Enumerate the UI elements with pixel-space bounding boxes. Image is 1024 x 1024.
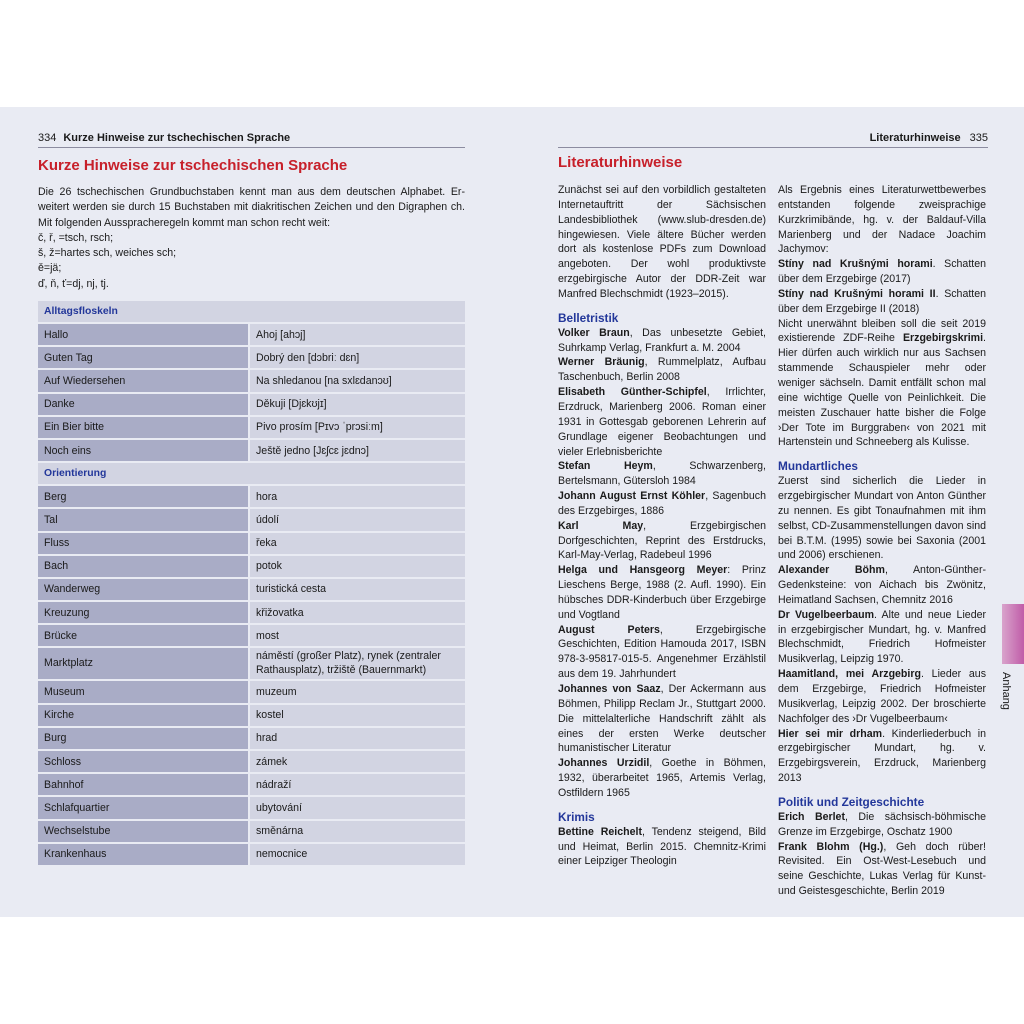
paragraph <box>778 317 986 451</box>
entry-author: Bettine Reichelt <box>558 825 642 838</box>
entry-details: . Lieder aus dem Erzgebirge, Friedrich Hofmeister Musikverlag, Leipzig 2002. Der broschierte Nachfolger des ›Dr Vugelbeerbaum‹ <box>778 668 986 725</box>
table-row <box>38 625 465 648</box>
side-tab-text: Anhang <box>1000 672 1012 710</box>
german-term: Wanderweg <box>38 579 250 602</box>
table-row <box>38 797 465 820</box>
czech-term: nemocnice <box>250 844 465 867</box>
bibliography-entry <box>778 563 986 608</box>
czech-term: Ještě jedno [Jɛʃcɛ jɛdnɔ] <box>250 440 465 463</box>
vocabulary-table <box>38 301 465 867</box>
right-page-number: 335 <box>969 132 988 144</box>
czech-term: Na shledanou [na sxlɛdanɔʊ] <box>250 370 465 393</box>
entry-author: Johannes Urzidil <box>558 757 650 770</box>
bibliography-entry <box>778 257 986 287</box>
german-term: Noch eins <box>38 440 250 463</box>
entry-author: August Peters <box>558 623 660 636</box>
bibliography-entry <box>778 840 986 899</box>
czech-term: turistická cesta <box>250 579 465 602</box>
entry-details: , Rummelplatz, Aufbau Taschenbuch, Berlin 2008 <box>558 356 766 384</box>
entry-details: . Alte und neue Lieder in erzgebirgischer Mundart, hg. v. Manfred Blechschmidt, Friedrich Hofmeister Musikverlag, Leipzig 1970. <box>778 608 987 666</box>
table-row <box>38 728 465 751</box>
german-term: Museum <box>38 681 250 704</box>
czech-term: Ahoj [ahɔj] <box>250 324 465 347</box>
german-term: Kirche <box>38 705 250 728</box>
table-row <box>38 648 465 681</box>
entry-details: , Geh doch rüber! Revisited. Ein Ost-West-Lesebuch und seine Geschichte, Lukas Verlag für Kunst- und Geistesgeschichte, Berlin 2019 <box>778 840 986 898</box>
entry-details: , Goethe in Böhmen, 1932, überarbeitet 1965, Artemis Verlag, Ostfildern 1965 <box>558 757 766 799</box>
entry-details: , Irrlichter, Erzdruck, Marienberg 2006. Roman einer 1931 in Gottesgab geborenen Lehrerin auf Grundlage eigener Beobachtungen und vieler Erlebnisberichte <box>558 386 766 458</box>
entry-details: , Erzgebirgischen Dorfgeschichten, Reprint des Erstdrucks, Karl-May-Verlag, Radebeul 1996 <box>558 519 766 562</box>
paragraph <box>558 183 766 302</box>
bibliography-entry <box>558 355 766 385</box>
left-running-head-text: Kurze Hinweise zur tschechischen Sprache <box>63 132 291 144</box>
czech-term: nádraží <box>250 774 465 797</box>
intro-line: š, ž=hartes sch, weiches sch; <box>38 247 177 260</box>
entry-author: Elisabeth Günther-Schipfel <box>558 386 707 399</box>
bibliography-entry <box>558 682 766 756</box>
entry-author: Stíny nad Krušnými horami <box>778 258 933 271</box>
entry-details: , Schwarzenberg, Bertelsmann, Gütersloh 1984 <box>558 460 766 488</box>
czech-term: náměstí (großer Platz), rynek (zentraler Rathausplatz), tržiště (Bauernmarkt) <box>250 648 465 681</box>
entry-details: , Tendenz steigend, Bild und Heimat, Berlin 2015. Chemnitz-Krimi einer Leipziger Theologin <box>558 825 766 868</box>
entry-details: . Schatten über dem Erzgebirge II (2018) <box>778 287 987 315</box>
czech-term: hora <box>250 486 465 509</box>
table-row <box>38 417 465 440</box>
paragraph-text-tail: . Hier dürfen auch wirklich nur aus Sachsen stammende Schauspieler mehr oder weniger sächseln. Damit entfällt schon mal eine wichtige Quelle von Peinlichkeit. Die meisten Zuschauer hatte bisher die Folge ›Der Tote im Burggraben‹ von 2021 mit Hartenstein und Schneeberg als Kulisse. <box>778 332 986 449</box>
german-term: Schlafquartier <box>38 797 250 820</box>
table-row <box>38 324 465 347</box>
table-row <box>38 751 465 774</box>
section-heading: Orientierung <box>38 463 465 486</box>
german-term: Danke <box>38 394 250 417</box>
german-term: Berg <box>38 486 250 509</box>
entry-author: Johann August Ernst Köhler <box>558 490 706 503</box>
german-term: Guten Tag <box>38 347 250 370</box>
german-term: Wechselstube <box>38 821 250 844</box>
entry-details: . Kinderliederbuch in erzgebirgischer Mundart, hg. v. Erzgebirgsverein, Erzdruck, Marienberg 2013 <box>778 727 986 785</box>
czech-term: ubytování <box>250 797 465 820</box>
czech-term: Pivo prosím [Pɪvɔ ˈprɔsiːm] <box>250 417 465 440</box>
czech-term: hrad <box>250 728 465 751</box>
czech-term: most <box>250 625 465 648</box>
paragraph-text: Nicht unerwähnt bleiben soll die seit 2019 existierende ZDF-Reihe <box>778 317 986 345</box>
german-term: Tal <box>38 509 250 532</box>
german-term: Ein Bier bitte <box>38 417 250 440</box>
intro-text <box>38 185 465 292</box>
german-term: Bahnhof <box>38 774 250 797</box>
bibliography-entry <box>558 563 766 622</box>
table-row <box>38 394 465 417</box>
table-row <box>38 821 465 844</box>
entry-details: , Sagenbuch des Erzgebirges, 1886 <box>558 490 766 517</box>
literature-column-2 <box>778 183 986 899</box>
table-row <box>38 486 465 509</box>
entry-author: Alexander Böhm <box>778 564 885 577</box>
bibliography-entry <box>778 667 986 726</box>
bibliography-entry <box>558 623 766 682</box>
subsection-heading: Krimis <box>558 809 595 824</box>
entry-author: Stíny nad Krušnými horami II <box>778 287 936 300</box>
czech-term: kostel <box>250 705 465 728</box>
czech-term: muzeum <box>250 681 465 704</box>
book-spread <box>0 107 1024 917</box>
entry-details: . Schatten über dem Erzgebirge (2017) <box>778 258 986 286</box>
table-row <box>38 440 465 463</box>
bibliography-entry <box>778 608 986 667</box>
german-term: Schloss <box>38 751 250 774</box>
intro-line: ď, ň, ť=dj, nj, tj. <box>38 277 109 290</box>
intro-line: č, ř, =tsch, rsch; <box>38 231 114 244</box>
bibliography-entry <box>558 756 766 801</box>
entry-author: Erich Berlet <box>778 810 845 823</box>
entry-author: Dr Vugelbeerbaum <box>778 608 875 621</box>
german-term: Burg <box>38 728 250 751</box>
table-row <box>38 347 465 370</box>
bibliography-entry <box>778 287 986 317</box>
entry-details: , Das unbesetzte Gebiet, Suhrkamp Verlag, Frankfurt a. M. 2004 <box>558 326 766 354</box>
paragraph-emphasis: Erzgebirgskrimi <box>902 332 984 345</box>
paragraph-text: Als Ergebnis eines Literaturwettbewerbes entstanden folgende zweisprachige Kurzkrimibände, hg. v. der Baldauf-Villa Marienberg und der Nadace Joachim Jachymov: <box>778 184 986 256</box>
entry-details: , Erzgebirgische Geschichten, Edition Hamouda 2017, ISBN 978-3-95817-015-5. Angenehmer Erzählstil aus dem 19. Jahrhundert <box>558 623 766 681</box>
table-row <box>38 509 465 532</box>
literature-column-1 <box>558 183 766 869</box>
czech-term: potok <box>250 556 465 579</box>
bibliography-entry <box>558 326 766 356</box>
table-row <box>38 556 465 579</box>
paragraph-text: Zuerst sind sicherlich die Lieder in erzgebirgischer Mundart von Anton Günther zu nennen. Es gibt Tonaufnahmen mit ihm selbst, CD-Zusammenstellungen davon sind bei B.T.M. (1995) sowie bei Saxonia (2001 und 2006) erschienen. <box>778 475 986 562</box>
table-row <box>38 602 465 625</box>
bibliography-entry <box>778 727 986 786</box>
section-thumb-tab <box>1002 604 1024 664</box>
left-page-title: Kurze Hinweise zur tschechischen Sprache <box>38 157 348 174</box>
table-row <box>38 681 465 704</box>
entry-author: Helga und Hansgeorg Meyer <box>558 564 728 577</box>
paragraph <box>778 183 986 257</box>
section-heading: Alltagsfloskeln <box>38 301 465 324</box>
german-term: Hallo <box>38 324 250 347</box>
entry-details: , Der Ackermann aus Böhmen, Philipp Reclam Jr., Stuttgart 2000. Die mittelalterliche Handschrift zählt als eines der ersten Werke deutscher humanistischer Literatur <box>558 683 766 755</box>
right-running-head <box>558 132 988 148</box>
entry-details: , Die sächsisch-böhmische Grenze im Erzgebirge, Oschatz 1900 <box>778 810 987 838</box>
czech-term: zámek <box>250 751 465 774</box>
table-row <box>38 533 465 556</box>
table-row <box>38 705 465 728</box>
subsection-heading: Mundartliches <box>778 459 858 474</box>
german-term: Fluss <box>38 533 250 556</box>
entry-author: Hier sei mir drham <box>778 727 883 740</box>
entry-author: Frank Blohm (Hg.) <box>778 840 884 853</box>
right-page-title: Literaturhinweise <box>558 154 683 171</box>
entry-author: Haamitland, mei Arzgebirg <box>778 668 921 681</box>
bibliography-entry <box>558 519 766 564</box>
table-row <box>38 370 465 393</box>
bibliography-entry <box>558 825 766 870</box>
entry-author: Johannes von Saaz <box>558 683 661 695</box>
bibliography-entry <box>558 459 766 489</box>
side-tab-label <box>996 672 1016 732</box>
czech-term: Děkuji [Djɛkʊjɪ] <box>250 394 465 417</box>
bibliography-entry <box>778 810 986 840</box>
table-row <box>38 844 465 867</box>
bibliography-entry <box>558 489 766 519</box>
czech-term: křižovatka <box>250 602 465 625</box>
entry-author: Stefan Heym <box>558 460 653 473</box>
german-term: Kreuzung <box>38 602 250 625</box>
section-heading-row <box>38 463 465 486</box>
intro-line: Die 26 tschechischen Grundbuchstaben kennt man aus dem deutschen Alphabet. Er-weitert werden sie durch 15 Buchstaben mit diakritischen Zeichen und den Digraphen ch. Mit folgenden Ausspracheregeln kommt man schon recht weit: <box>38 186 465 229</box>
intro-line: ě=jä; <box>38 262 62 275</box>
paragraph-text: Zunächst sei auf den vorbildlich gestalteten Internetauftritt der Sächsischen Landesbibliothek (www.slub-dresden.de) hingewiesen. Viele ältere Bücher werden dort als kostenlose PDFs zum Download angeboten. Der wohl produktivste erzgebirgische Autor der DDR-Zeit war Manfred Blechschmidt (1923–2015). <box>558 184 766 300</box>
entry-details: , Anton-Günther-Gedenksteine: von Aichach bis Zwönitz, Heimatland Sachsen, Chemnitz 2016 <box>778 564 986 606</box>
table-row <box>38 774 465 797</box>
czech-term: směnárna <box>250 821 465 844</box>
entry-author: Karl May <box>558 519 644 532</box>
bibliography-entry <box>558 385 766 459</box>
entry-details: : Prinz Lieschens Berge, 1988 (2. Aufl. 1990). Ein hübsches DDR-Kinderbuch über Erzgebirge und Vogtland <box>558 564 767 621</box>
paragraph <box>778 474 986 563</box>
german-term: Brücke <box>38 625 250 648</box>
left-running-head <box>38 132 465 148</box>
czech-term: Dobrý den [dɔbriː dɛn] <box>250 347 465 370</box>
entry-author: Werner Bräunig <box>558 356 645 369</box>
subsection-heading: Politik und Zeitgeschichte <box>778 794 925 809</box>
german-term: Krankenhaus <box>38 844 250 867</box>
czech-term: údolí <box>250 509 465 532</box>
left-page-number: 334 <box>38 132 57 144</box>
german-term: Auf Wiedersehen <box>38 370 250 393</box>
german-term: Marktplatz <box>38 648 250 681</box>
czech-term: řeka <box>250 533 465 556</box>
entry-author: Volker Braun <box>558 326 630 339</box>
subsection-heading: Belletristik <box>558 310 619 325</box>
section-heading-row <box>38 301 465 324</box>
table-row <box>38 579 465 602</box>
german-term: Bach <box>38 556 250 579</box>
right-running-head-text: Literaturhinweise <box>869 132 961 144</box>
